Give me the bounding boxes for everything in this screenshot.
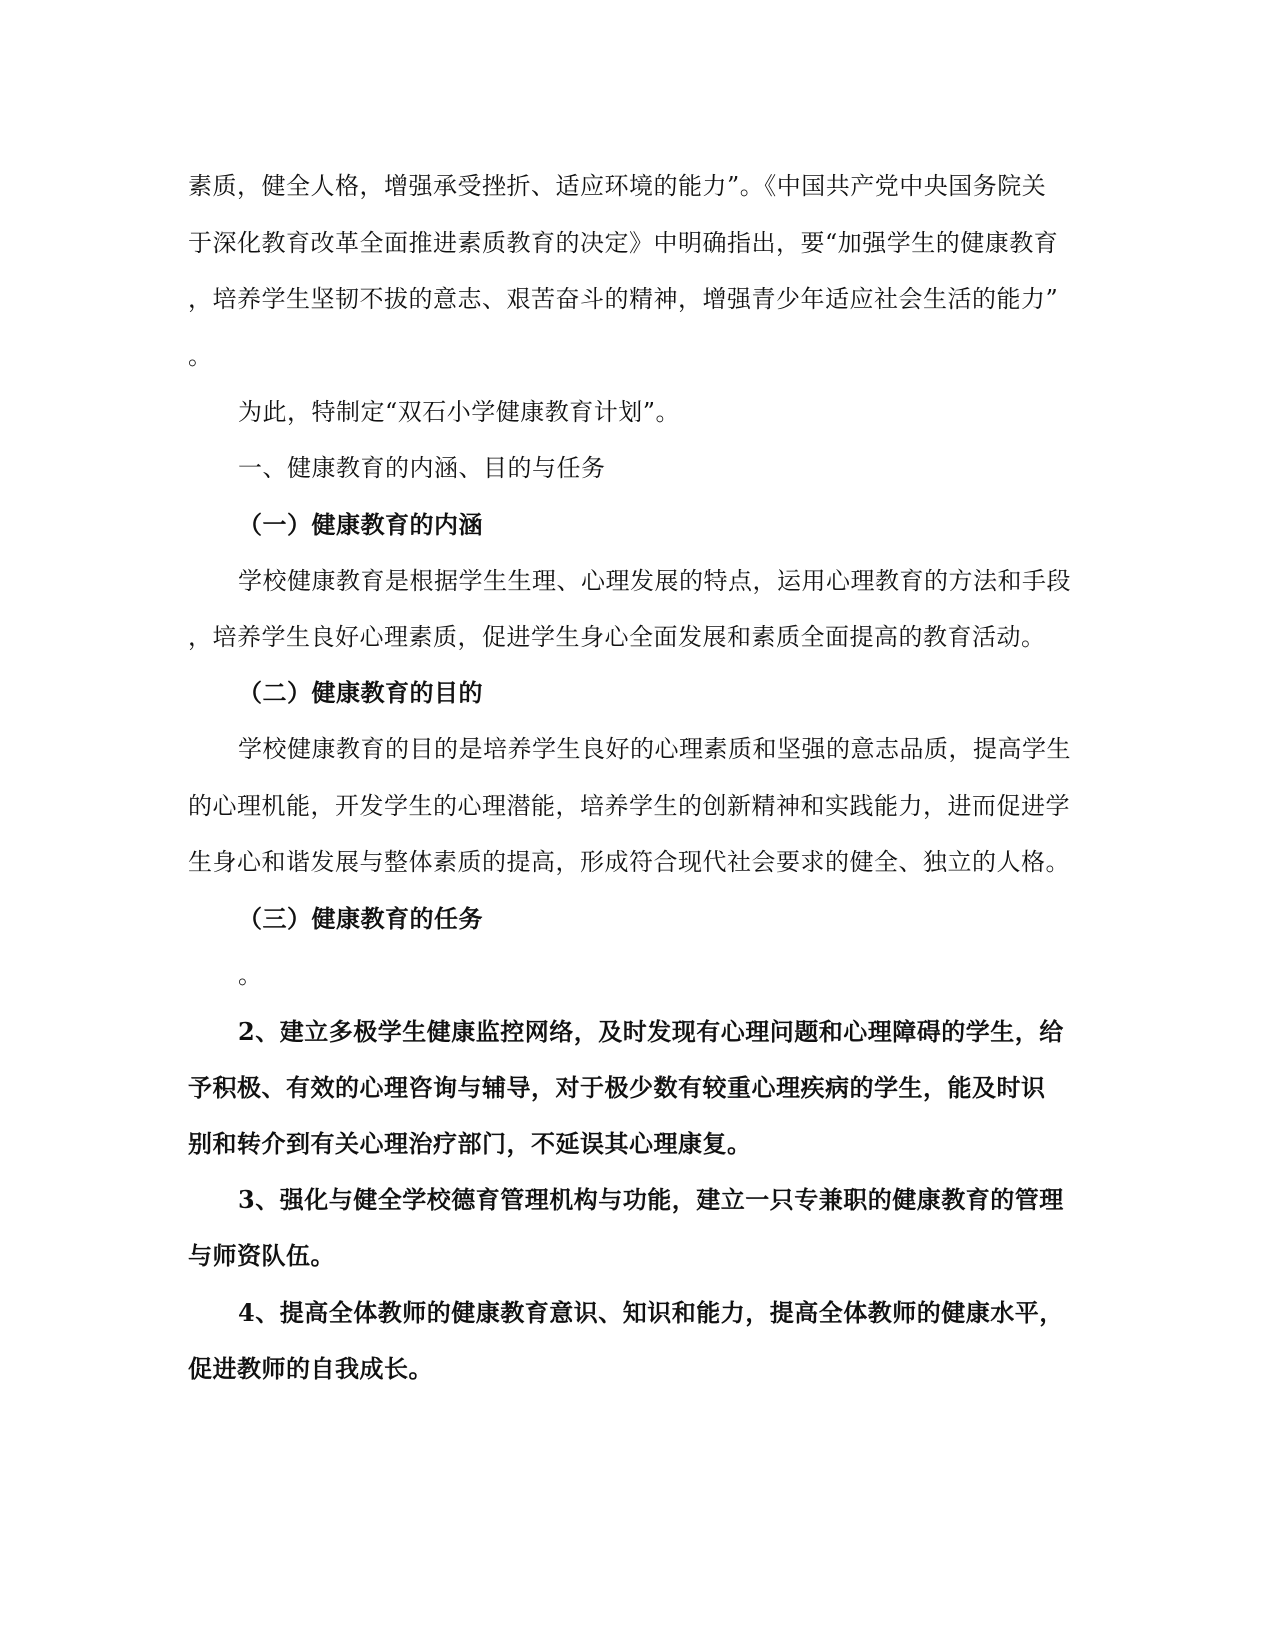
body-text-line: 于深化教育改革全面推进素质教育的决定》中明确指出，要“加强学生的健康教育 — [188, 229, 1059, 257]
body-text-line: 。 — [188, 342, 213, 370]
section-heading: 一、健康教育的内涵、目的与任务 — [238, 454, 606, 482]
subsection-heading: （三）健康教育的任务 — [238, 904, 483, 933]
list-item-text: 予积极、有效的心理咨询与辅导，对于极少数有较重心理疾病的学生，能及时识 — [188, 1073, 1046, 1102]
list-item-text: 4、提高全体教师的健康教育意识、知识和能力，提高全体教师的健康水平， — [238, 1298, 1064, 1327]
list-item-text: 与师资队伍。 — [188, 1241, 335, 1270]
body-text-line: 生身心和谐发展与整体素质的提高，形成符合现代社会要求的健全、独立的人格。 — [188, 848, 1070, 876]
list-item-text: 别和转介到有关心理治疗部门，不延误其心理康复。 — [188, 1129, 752, 1158]
body-text-line: 的心理机能，开发学生的心理潜能，培养学生的创新精神和实践能力，进而促进学 — [188, 792, 1070, 820]
body-text-line: 学校健康教育是根据学生生理、心理发展的特点，运用心理教育的方法和手段 — [238, 567, 1071, 595]
body-text-line: ，培养学生坚韧不拔的意志、艰苦奋斗的精神，增强青少年适应社会生活的能力” — [188, 285, 1059, 313]
list-item-text: 2、建立多极学生健康监控网络，及时发现有心理问题和心理障碍的学生，给 — [238, 1017, 1064, 1046]
body-text-line: 学校健康教育的目的是培养学生良好的心理素质和坚强的意志品质，提高学生 — [238, 735, 1071, 763]
body-text-line: 素质，健全人格，增强承受挫折、适应环境的能力”。《中国共产党中央国务院关 — [188, 172, 1047, 200]
list-item-text: 3、强化与健全学校德育管理机构与功能，建立一只专兼职的健康教育的管理 — [238, 1185, 1064, 1214]
body-text-line: 。 — [238, 961, 263, 989]
subsection-heading: （一）健康教育的内涵 — [238, 510, 483, 539]
body-text-line: 为此，特制定“双石小学健康教育计划”。 — [238, 398, 681, 426]
body-text-line: ，培养学生良好心理素质，促进学生身心全面发展和素质全面提高的教育活动。 — [188, 623, 1046, 651]
list-item-text: 促进教师的自我成长。 — [188, 1354, 433, 1383]
subsection-heading: （二）健康教育的目的 — [238, 678, 483, 707]
